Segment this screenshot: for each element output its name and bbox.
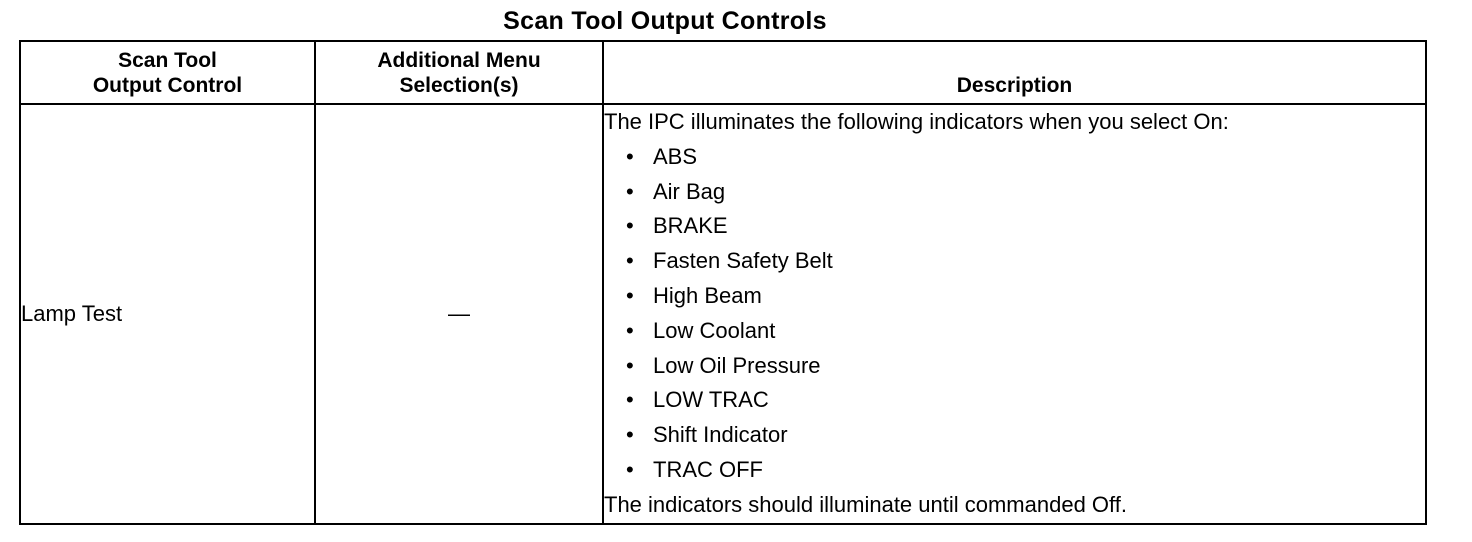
indicator-label: BRAKE xyxy=(653,213,728,239)
bullet-icon: • xyxy=(626,178,634,204)
header-additional-menu xyxy=(315,41,603,104)
indicator-label: Fasten Safety Belt xyxy=(653,248,833,274)
bullet-icon: • xyxy=(626,248,634,274)
bullet-icon: • xyxy=(626,317,634,343)
list-item xyxy=(604,383,1425,418)
indicator-label: Low Oil Pressure xyxy=(653,352,821,378)
bullet-icon: • xyxy=(626,352,634,378)
bullet-icon: • xyxy=(626,143,634,169)
indicator-list xyxy=(604,140,1425,488)
description-outro: The indicators should illuminate until commanded Off. xyxy=(604,491,1127,517)
bullet-icon: • xyxy=(626,456,634,482)
bullet-icon: • xyxy=(626,282,634,308)
header-additional-menu-line-1: Additional Menu xyxy=(377,49,541,72)
description-intro: The IPC illuminates the following indicators when you select On: xyxy=(604,109,1229,134)
list-item xyxy=(604,314,1425,349)
cell-output-control: Lamp Test xyxy=(20,104,315,524)
indicator-label: Air Bag xyxy=(653,178,726,204)
cell-additional-menu: — xyxy=(315,104,603,524)
list-item xyxy=(604,349,1425,384)
list-item xyxy=(604,175,1425,210)
indicator-label: Shift Indicator xyxy=(653,422,788,448)
indicator-label: High Beam xyxy=(653,282,762,308)
bullet-icon: • xyxy=(626,213,634,239)
list-item xyxy=(604,244,1425,279)
page-title: Scan Tool Output Controls xyxy=(503,7,827,35)
header-output-control-line-1: Scan Tool xyxy=(118,49,217,72)
list-item xyxy=(604,209,1425,244)
indicator-label: Low Coolant xyxy=(653,317,776,343)
list-item xyxy=(604,453,1425,488)
header-description-label: Description xyxy=(956,74,1073,97)
header-output-control-line-2: Output Control xyxy=(92,74,243,97)
indicator-label: LOW TRAC xyxy=(653,387,769,413)
header-description xyxy=(603,41,1426,104)
indicator-label: TRAC OFF xyxy=(653,456,763,482)
bullet-icon: • xyxy=(626,387,634,413)
list-item xyxy=(604,279,1425,314)
list-item xyxy=(604,140,1425,175)
output-controls-table xyxy=(19,40,1427,525)
header-additional-menu-line-2: Selection(s) xyxy=(399,74,519,97)
list-item xyxy=(604,418,1425,453)
header-row xyxy=(20,41,1426,104)
indicator-label: ABS xyxy=(653,143,698,169)
bullet-icon: • xyxy=(626,422,634,448)
table-row xyxy=(20,104,1426,524)
header-output-control xyxy=(20,41,315,104)
cell-description xyxy=(603,104,1426,524)
